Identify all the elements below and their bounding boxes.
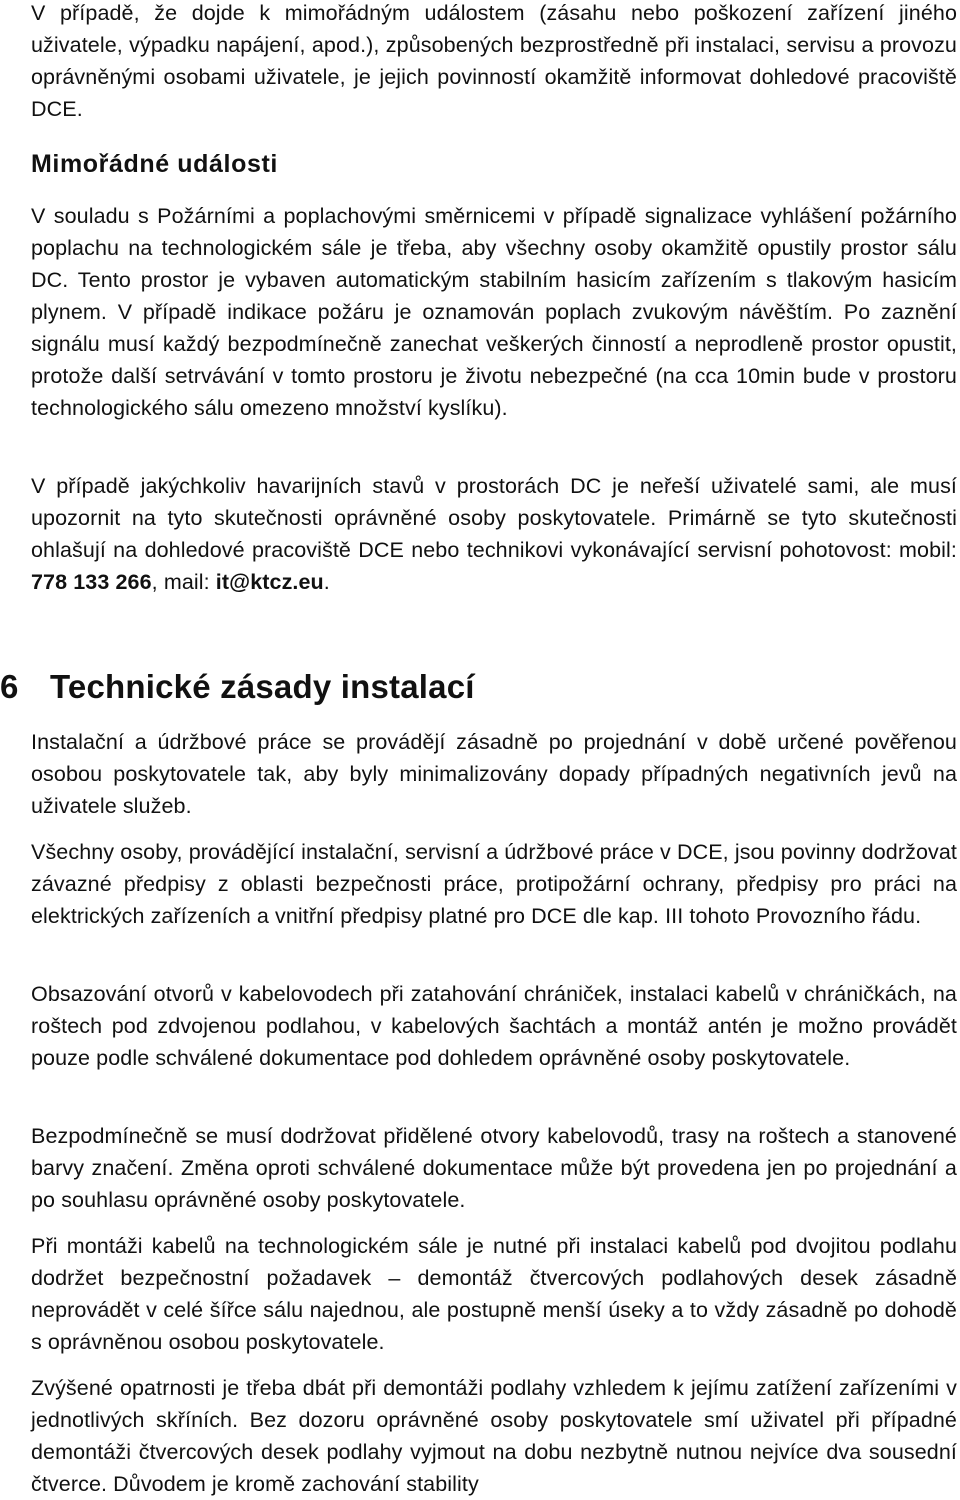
email-address: it@ktcz.eu bbox=[215, 570, 324, 594]
fire-alarm-paragraph: V souladu s Požárními a poplachovými směrnicemi v případě signalizace vyhlášení požárního poplachu na technologickém sále je třeba, aby všechny osoby okamžitě opustily prostor sálu DC. Tento prostor je vybaven automatickým stabilním hasicím zařízením s tlakovým hasicím plynem. V případě indikace požáru je oznamován poplach zvukovým návěštím. Po zaznění signálu musí každý bezpodmínečně zanechat veškerých činností a neprodleně prostor opustit, protože další setrvávání v tomto prostoru je životu nebezpečné (na cca 10min bude v prostoru technologického sálu omezeno množství kyslíku). bbox=[31, 204, 957, 420]
floor-caution-paragraph: Zvýšené opatrnosti je třeba dbát při demontáži podlahy vzhledem k jejímu zatížení zařízeními v jednotlivých skříních. Bez dozoru oprávněné osoby poskytovatele smí uživatel při případné demontáži čtvercových desek podlahy vyjmout na dobu nezbytně nutnou nejvíce dva sousední čtverce. Důvodem je kromě zachování stability bbox=[31, 1376, 957, 1496]
cable-mounting-paragraph: Při montáži kabelů na technologickém sále je nutné při instalaci kabelů pod dvojitou podlahu dodržet bezpečnostní požadavek – demontáž čtvercových podlahových desek zásadně neprovádět v celé šířce sálu najednou, ale postupně menší úseky a to vždy zásadně po dohodě s oprávněnou osobou poskytovatele. bbox=[31, 1234, 957, 1354]
section-heading bbox=[0, 668, 475, 706]
intro-paragraph: V případě, že dojde k mimořádným událostem (zásahu nebo poškození zařízení jiného uživatele, výpadku napájení, apod.), způsobených bezprostředně při instalaci, servisu a provozu oprávněnými osobami uživatele, je jejich povinností okamžitě informovat dohledové pracoviště DCE. bbox=[31, 1, 957, 121]
subsection-heading: Mimořádné události bbox=[31, 150, 278, 178]
paragraph-end: . bbox=[323, 570, 330, 594]
emergency-contact-paragraph bbox=[31, 470, 957, 598]
cable-routes-paragraph: Bezpodmínečně se musí dodržovat přidělené otvory kabelovodů, trasy na roštech a stanovené barvy značení. Změna oproti schválené dokumentace může být provedena jen po projednání a po souhlasu oprávněné osoby poskytovatele. bbox=[31, 1124, 957, 1212]
phone-number: 778 133 266 bbox=[31, 570, 152, 594]
installation-paragraph: Instalační a údržbové práce se provádějí zásadně po projednání v době určené pověřenou osobou poskytovatele tak, aby byly minimalizovány dopady případných negativních jevů na uživatele služeb. bbox=[31, 730, 957, 818]
mail-label: , mail: bbox=[151, 570, 216, 594]
cable-ducts-paragraph: Obsazování otvorů v kabelovodech při zatahování chrániček, instalaci kabelů v chráničkách, na roštech pod zdvojenou podlahou, v kabelových šachtách a montáž antén je možno provádět pouze podle schválené dokumentace pod dohledem oprávněné osoby poskytovatele. bbox=[31, 982, 957, 1070]
regulations-paragraph: Všechny osoby, provádějící instalační, servisní a údržbové práce v DCE, jsou povinny dodržovat závazné předpisy z oblasti bezpečnosti práce, protipožární ochrany, předpisy pro práci na elektrických zařízeních a vnitřní předpisy platné pro DCE dle kap. III tohoto Provozního řádu. bbox=[31, 840, 957, 928]
emergency-text: V případě jakýchkoliv havarijních stavů v prostorách DC je neřeší uživatelé sami, ale musí upozornit na tyto skutečnosti oprávněné osoby poskytovatele. Primárně se tyto skutečnosti ohlašují na dohledové pracoviště DCE nebo technikovi vykonávající servisní pohotovost: mobil: bbox=[31, 474, 957, 562]
section-number: 6 bbox=[0, 668, 19, 705]
section-title: Technické zásady instalací bbox=[50, 668, 475, 705]
